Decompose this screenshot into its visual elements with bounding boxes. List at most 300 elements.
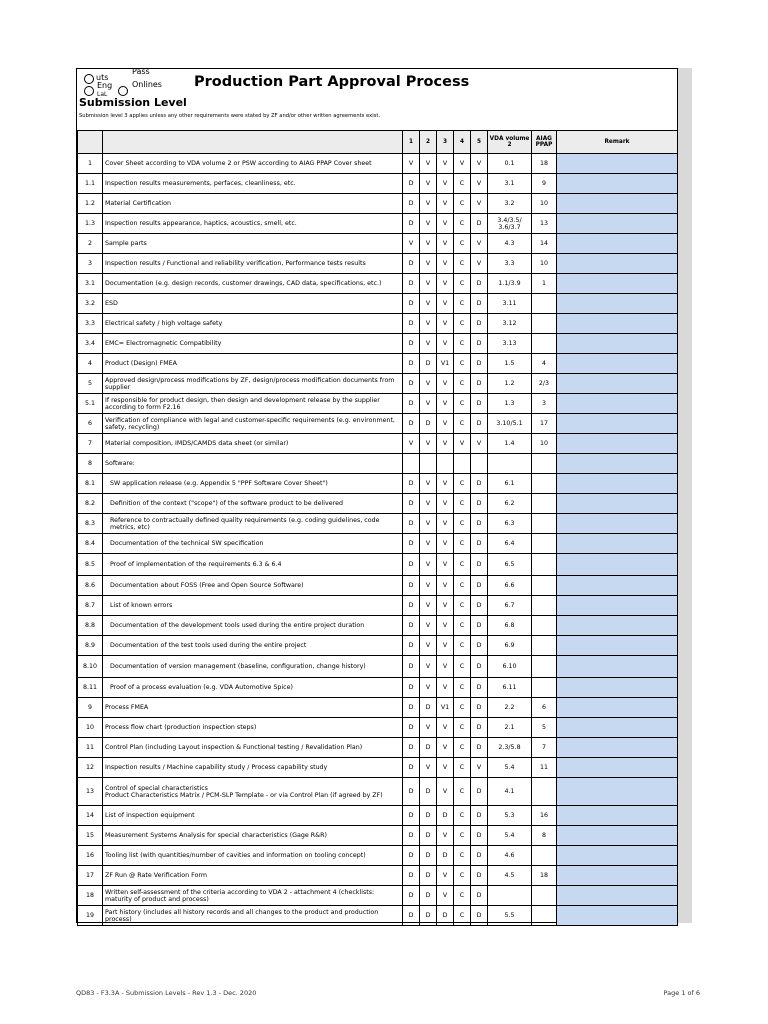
level-2-cell: V bbox=[420, 194, 437, 214]
aiag-reference-cell: 17 bbox=[532, 414, 557, 434]
remark-cell[interactable] bbox=[557, 234, 678, 254]
row-number: 8.2 bbox=[78, 494, 103, 514]
row-number: 4 bbox=[78, 354, 103, 374]
vda-reference-cell: 5.4 bbox=[488, 758, 532, 778]
level-3-cell: V bbox=[437, 758, 454, 778]
vda-reference-cell bbox=[488, 454, 532, 474]
level-1-cell: D bbox=[403, 616, 420, 636]
remark-cell[interactable] bbox=[557, 596, 678, 616]
remark-cell[interactable] bbox=[557, 636, 678, 656]
remark-cell[interactable] bbox=[557, 738, 678, 758]
row-number: 12 bbox=[78, 758, 103, 778]
level-5-cell: D bbox=[471, 554, 488, 576]
level-1-cell: D bbox=[403, 758, 420, 778]
level-5-cell: D bbox=[471, 596, 488, 616]
aiag-reference-cell: 16 bbox=[532, 806, 557, 826]
level-1-cell: D bbox=[403, 678, 420, 698]
table-row bbox=[78, 254, 678, 274]
level-1-cell: D bbox=[403, 576, 420, 596]
aiag-reference-cell bbox=[532, 906, 557, 926]
level-3-cell: V bbox=[437, 576, 454, 596]
level-5-cell: D bbox=[471, 846, 488, 866]
remark-cell[interactable] bbox=[557, 254, 678, 274]
vda-reference-cell: 6.11 bbox=[488, 678, 532, 698]
level-4-cell: C bbox=[454, 374, 471, 394]
level-3-cell: V bbox=[437, 656, 454, 678]
level-3-cell: V bbox=[437, 866, 454, 886]
vda-reference-cell: 4.1 bbox=[488, 778, 532, 806]
table-row bbox=[78, 616, 678, 636]
table-row bbox=[78, 434, 678, 454]
level-4-cell: C bbox=[454, 906, 471, 926]
level-5-cell: D bbox=[471, 698, 488, 718]
level-1-cell: D bbox=[403, 656, 420, 678]
aiag-reference-cell bbox=[532, 314, 557, 334]
row-description: Material composition, IMDS/CAMDS data sheet (or similar) bbox=[103, 434, 403, 454]
row-description: Process flow chart (production inspection steps) bbox=[103, 718, 403, 738]
level-3-cell: V bbox=[437, 596, 454, 616]
row-description: List of inspection equipment bbox=[103, 806, 403, 826]
level-2-cell: D bbox=[420, 806, 437, 826]
vda-reference-cell: 3.1 bbox=[488, 174, 532, 194]
level-1-cell: D bbox=[403, 698, 420, 718]
table-row bbox=[78, 636, 678, 656]
level-4-cell: C bbox=[454, 866, 471, 886]
level-2-cell: V bbox=[420, 534, 437, 554]
row-description: Control of special characteristics Product Characteristics Matrix / PCM-SLP Template - or via Control Plan (if agreed by ZF) bbox=[103, 778, 403, 806]
row-description: Product (Design) FMEA bbox=[103, 354, 403, 374]
level-3-cell: D bbox=[437, 906, 454, 926]
row-number: 8.10 bbox=[78, 656, 103, 678]
vda-reference-cell: 2.1 bbox=[488, 718, 532, 738]
level-1-cell: D bbox=[403, 846, 420, 866]
level-1-cell bbox=[403, 454, 420, 474]
vda-reference-cell: 6.1 bbox=[488, 474, 532, 494]
remark-cell[interactable] bbox=[557, 826, 678, 846]
aiag-reference-cell bbox=[532, 294, 557, 314]
row-description: Inspection results / Machine capability study / Process capability study bbox=[103, 758, 403, 778]
remark-cell[interactable] bbox=[557, 656, 678, 678]
header-level-5: 5 bbox=[471, 131, 488, 154]
vda-reference-cell: 1.2 bbox=[488, 374, 532, 394]
level-1-cell: D bbox=[403, 886, 420, 906]
remark-cell[interactable] bbox=[557, 698, 678, 718]
sheet-edge-strip bbox=[678, 68, 692, 923]
row-description: Sample parts bbox=[103, 234, 403, 254]
remark-cell[interactable] bbox=[557, 334, 678, 354]
level-2-cell: V bbox=[420, 314, 437, 334]
remark-cell[interactable] bbox=[557, 454, 678, 474]
remark-cell[interactable] bbox=[557, 194, 678, 214]
level-2-cell: V bbox=[420, 174, 437, 194]
level-2-cell: V bbox=[420, 494, 437, 514]
vda-reference-cell: 1.4 bbox=[488, 434, 532, 454]
level-5-cell: D bbox=[471, 354, 488, 374]
vda-reference-cell: 6.5 bbox=[488, 554, 532, 576]
level-5-cell: V bbox=[471, 194, 488, 214]
table-row bbox=[78, 678, 678, 698]
level-1-cell: D bbox=[403, 806, 420, 826]
remark-cell[interactable] bbox=[557, 214, 678, 234]
level-4-cell: C bbox=[454, 596, 471, 616]
aiag-reference-cell: 6 bbox=[532, 698, 557, 718]
row-number: 3 bbox=[78, 254, 103, 274]
row-description: SW application release (e.g. Appendix 5 "PPF Software Cover Sheet") bbox=[103, 474, 403, 494]
level-4-cell: C bbox=[454, 886, 471, 906]
level-1-cell: V bbox=[403, 434, 420, 454]
level-5-cell: D bbox=[471, 718, 488, 738]
row-description: Control Plan (including Layout inspection & Functional testing / Revalidation Plan) bbox=[103, 738, 403, 758]
level-2-cell: D bbox=[420, 698, 437, 718]
table-row bbox=[78, 534, 678, 554]
level-2-cell: V bbox=[420, 616, 437, 636]
level-5-cell: D bbox=[471, 514, 488, 534]
level-4-cell: C bbox=[454, 738, 471, 758]
remark-cell[interactable] bbox=[557, 274, 678, 294]
remark-cell[interactable] bbox=[557, 414, 678, 434]
row-number: 3.1 bbox=[78, 274, 103, 294]
remark-cell[interactable] bbox=[557, 534, 678, 554]
table-row bbox=[78, 454, 678, 474]
level-5-cell: D bbox=[471, 886, 488, 906]
row-description: Proof of a process evaluation (e.g. VDA Automotive Spice) bbox=[103, 678, 403, 698]
level-2-cell: V bbox=[420, 334, 437, 354]
footer-document-id: QD83 - F3.3A - Submission Levels - Rev 1.3 - Dec. 2020 bbox=[76, 989, 257, 997]
row-number: 8.3 bbox=[78, 514, 103, 534]
level-3-cell: V1 bbox=[437, 698, 454, 718]
row-description: Material Certification bbox=[103, 194, 403, 214]
remark-cell[interactable] bbox=[557, 494, 678, 514]
remark-cell[interactable] bbox=[557, 886, 678, 906]
document-subtitle: Submission Level bbox=[79, 96, 187, 109]
aiag-reference-cell bbox=[532, 846, 557, 866]
logo-line: uts bbox=[96, 73, 109, 82]
level-1-cell: D bbox=[403, 514, 420, 534]
level-2-cell: D bbox=[420, 866, 437, 886]
row-number: 6 bbox=[78, 414, 103, 434]
remark-cell[interactable] bbox=[557, 778, 678, 806]
aiag-reference-cell bbox=[532, 596, 557, 616]
remark-cell[interactable] bbox=[557, 906, 678, 926]
vda-reference-cell: 6.2 bbox=[488, 494, 532, 514]
table-row bbox=[78, 758, 678, 778]
row-number: 8.4 bbox=[78, 534, 103, 554]
level-1-cell: D bbox=[403, 394, 420, 414]
table-row bbox=[78, 174, 678, 194]
level-3-cell: V bbox=[437, 254, 454, 274]
footer-page-number: Page 1 of 6 bbox=[663, 989, 700, 997]
level-1-cell: D bbox=[403, 906, 420, 926]
remark-cell[interactable] bbox=[557, 394, 678, 414]
table-row bbox=[78, 806, 678, 826]
table-row bbox=[78, 234, 678, 254]
company-logo bbox=[80, 67, 190, 98]
level-1-cell: D bbox=[403, 636, 420, 656]
logo-line: Pass bbox=[132, 67, 150, 76]
row-number: 1.2 bbox=[78, 194, 103, 214]
remark-cell[interactable] bbox=[557, 866, 678, 886]
header-level-4: 4 bbox=[454, 131, 471, 154]
level-5-cell: D bbox=[471, 576, 488, 596]
level-5-cell: D bbox=[471, 806, 488, 826]
row-number: 7 bbox=[78, 434, 103, 454]
level-5-cell: D bbox=[471, 636, 488, 656]
aiag-reference-cell: 9 bbox=[532, 174, 557, 194]
level-3-cell: V bbox=[437, 334, 454, 354]
level-4-cell: C bbox=[454, 806, 471, 826]
vda-reference-cell: 3.2 bbox=[488, 194, 532, 214]
table-row bbox=[78, 214, 678, 234]
level-1-cell: V bbox=[403, 234, 420, 254]
aiag-reference-cell: 1 bbox=[532, 274, 557, 294]
aiag-reference-cell bbox=[532, 778, 557, 806]
row-description: ZF Run @ Rate Verification Form bbox=[103, 866, 403, 886]
level-5-cell: D bbox=[471, 394, 488, 414]
level-3-cell: V bbox=[437, 678, 454, 698]
level-4-cell: C bbox=[454, 274, 471, 294]
level-1-cell: D bbox=[403, 174, 420, 194]
level-5-cell: D bbox=[471, 334, 488, 354]
row-description: Software: bbox=[103, 454, 403, 474]
remark-cell[interactable] bbox=[557, 554, 678, 576]
aiag-reference-cell bbox=[532, 886, 557, 906]
remark-cell[interactable] bbox=[557, 174, 678, 194]
aiag-reference-cell: 14 bbox=[532, 234, 557, 254]
row-number: 8.1 bbox=[78, 474, 103, 494]
level-5-cell: D bbox=[471, 374, 488, 394]
remark-cell[interactable] bbox=[557, 374, 678, 394]
level-5-cell: D bbox=[471, 656, 488, 678]
aiag-reference-cell: 18 bbox=[532, 866, 557, 886]
row-number: 8 bbox=[78, 454, 103, 474]
table-row bbox=[78, 778, 678, 806]
table-row bbox=[78, 374, 678, 394]
row-description: Documentation of the test tools used during the entire project bbox=[103, 636, 403, 656]
row-number: 8.9 bbox=[78, 636, 103, 656]
level-4-cell: C bbox=[454, 474, 471, 494]
level-5-cell: D bbox=[471, 866, 488, 886]
level-1-cell: D bbox=[403, 738, 420, 758]
table-row bbox=[78, 718, 678, 738]
aiag-reference-cell: 3 bbox=[532, 394, 557, 414]
table-row bbox=[78, 826, 678, 846]
level-3-cell: V bbox=[437, 194, 454, 214]
level-1-cell: D bbox=[403, 214, 420, 234]
level-2-cell: V bbox=[420, 636, 437, 656]
header-number bbox=[78, 131, 103, 154]
remark-cell[interactable] bbox=[557, 514, 678, 534]
document-title: Production Part Approval Process bbox=[194, 74, 470, 90]
aiag-reference-cell bbox=[532, 616, 557, 636]
level-2-cell: V bbox=[420, 656, 437, 678]
vda-reference-cell: 1.3 bbox=[488, 394, 532, 414]
row-number: 8.6 bbox=[78, 576, 103, 596]
level-2-cell: V bbox=[420, 274, 437, 294]
vda-reference-cell: 4.3 bbox=[488, 234, 532, 254]
level-5-cell: V bbox=[471, 154, 488, 174]
level-4-cell: C bbox=[454, 174, 471, 194]
level-1-cell: D bbox=[403, 374, 420, 394]
remark-cell[interactable] bbox=[557, 576, 678, 596]
table-row bbox=[78, 514, 678, 534]
level-3-cell: V bbox=[437, 314, 454, 334]
row-description: Definition of the context ("scope") of the software product to be delivered bbox=[103, 494, 403, 514]
row-number: 15 bbox=[78, 826, 103, 846]
vda-reference-cell: 6.10 bbox=[488, 656, 532, 678]
level-4-cell: C bbox=[454, 354, 471, 374]
table-row bbox=[78, 354, 678, 374]
level-4-cell: C bbox=[454, 616, 471, 636]
header-level-3: 3 bbox=[437, 131, 454, 154]
table-row bbox=[78, 698, 678, 718]
vda-reference-cell: 6.8 bbox=[488, 616, 532, 636]
remark-cell[interactable] bbox=[557, 314, 678, 334]
vda-reference-cell: 3.11 bbox=[488, 294, 532, 314]
level-2-cell: V bbox=[420, 758, 437, 778]
row-description: Written self-assessment of the criteria according to VDA 2 - attachment 4 (checklists: maturity of product and process) bbox=[103, 886, 403, 906]
vda-reference-cell: 3.10/5.1 bbox=[488, 414, 532, 434]
level-2-cell: D bbox=[420, 354, 437, 374]
level-5-cell: V bbox=[471, 234, 488, 254]
row-description: Process FMEA bbox=[103, 698, 403, 718]
level-3-cell: V bbox=[437, 534, 454, 554]
level-5-cell: D bbox=[471, 738, 488, 758]
level-5-cell: D bbox=[471, 826, 488, 846]
level-3-cell: V bbox=[437, 616, 454, 636]
level-5-cell: D bbox=[471, 294, 488, 314]
header-level-2: 2 bbox=[420, 131, 437, 154]
level-3-cell: D bbox=[437, 806, 454, 826]
row-number: 17 bbox=[78, 866, 103, 886]
logo-line: Eng bbox=[97, 81, 113, 90]
row-number: 8.7 bbox=[78, 596, 103, 616]
level-1-cell: D bbox=[403, 778, 420, 806]
level-1-cell: D bbox=[403, 596, 420, 616]
row-number: 8.11 bbox=[78, 678, 103, 698]
row-description: Documentation of version management (baseline, configuration, change history) bbox=[103, 656, 403, 678]
level-5-cell: D bbox=[471, 474, 488, 494]
table-row bbox=[78, 906, 678, 926]
vda-reference-cell: 1.1/3.9 bbox=[488, 274, 532, 294]
level-5-cell: V bbox=[471, 758, 488, 778]
level-3-cell: V1 bbox=[437, 354, 454, 374]
table-row bbox=[78, 274, 678, 294]
table-row bbox=[78, 194, 678, 214]
level-4-cell: C bbox=[454, 758, 471, 778]
level-4-cell: C bbox=[454, 394, 471, 414]
level-4-cell: C bbox=[454, 294, 471, 314]
vda-reference-cell: 6.6 bbox=[488, 576, 532, 596]
level-3-cell: V bbox=[437, 514, 454, 534]
level-2-cell: V bbox=[420, 576, 437, 596]
vda-reference-cell: 4.5 bbox=[488, 866, 532, 886]
level-5-cell: D bbox=[471, 414, 488, 434]
remark-cell[interactable] bbox=[557, 474, 678, 494]
level-4-cell: V bbox=[454, 434, 471, 454]
aiag-reference-cell: 10 bbox=[532, 434, 557, 454]
row-description: Tooling list (with quantities/number of cavities and information on tooling concept) bbox=[103, 846, 403, 866]
aiag-reference-cell bbox=[532, 554, 557, 576]
row-number: 11 bbox=[78, 738, 103, 758]
vda-reference-cell bbox=[488, 886, 532, 906]
table-row bbox=[78, 738, 678, 758]
level-3-cell: V bbox=[437, 274, 454, 294]
level-1-cell: D bbox=[403, 314, 420, 334]
level-4-cell: C bbox=[454, 576, 471, 596]
remark-cell[interactable] bbox=[557, 434, 678, 454]
vda-reference-cell: 3.4/3.5/ 3.6/3.7 bbox=[488, 214, 532, 234]
remark-cell[interactable] bbox=[557, 806, 678, 826]
row-description: Inspection results measurements, perfaces, cleanliness, etc. bbox=[103, 174, 403, 194]
aiag-reference-cell: 5 bbox=[532, 718, 557, 738]
level-2-cell: V bbox=[420, 474, 437, 494]
remark-cell[interactable] bbox=[557, 154, 678, 174]
level-3-cell: V bbox=[437, 234, 454, 254]
row-number: 3.3 bbox=[78, 314, 103, 334]
table-header-row bbox=[78, 131, 678, 154]
level-4-cell: C bbox=[454, 718, 471, 738]
table-row bbox=[78, 414, 678, 434]
level-5-cell: V bbox=[471, 174, 488, 194]
level-5-cell: D bbox=[471, 534, 488, 554]
row-description: Documentation of the technical SW specification bbox=[103, 534, 403, 554]
aiag-reference-cell bbox=[532, 534, 557, 554]
remark-cell[interactable] bbox=[557, 846, 678, 866]
row-description: If responsible for product design, then design and development release by the supplier according to form F2.16 bbox=[103, 394, 403, 414]
logo-line: Onlines bbox=[132, 80, 162, 89]
level-4-cell: C bbox=[454, 636, 471, 656]
row-number: 3.2 bbox=[78, 294, 103, 314]
level-3-cell: V bbox=[437, 294, 454, 314]
remark-cell[interactable] bbox=[557, 678, 678, 698]
remark-cell[interactable] bbox=[557, 616, 678, 636]
table-row bbox=[78, 494, 678, 514]
level-4-cell: C bbox=[454, 846, 471, 866]
level-2-cell bbox=[420, 454, 437, 474]
remark-cell[interactable] bbox=[557, 294, 678, 314]
level-2-cell: V bbox=[420, 596, 437, 616]
level-2-cell: V bbox=[420, 514, 437, 534]
row-number: 5.1 bbox=[78, 394, 103, 414]
row-description: ESD bbox=[103, 294, 403, 314]
level-4-cell: C bbox=[454, 656, 471, 678]
remark-cell[interactable] bbox=[557, 354, 678, 374]
level-2-cell: D bbox=[420, 826, 437, 846]
level-1-cell: D bbox=[403, 354, 420, 374]
table-row bbox=[78, 554, 678, 576]
level-5-cell: D bbox=[471, 274, 488, 294]
level-3-cell: V bbox=[437, 636, 454, 656]
level-2-cell: V bbox=[420, 718, 437, 738]
header-description bbox=[103, 131, 403, 154]
remark-cell[interactable] bbox=[557, 758, 678, 778]
aiag-reference-cell: 10 bbox=[532, 254, 557, 274]
row-description: Reference to contractually defined quality requirements (e.g. coding guidelines, code metrics, etc) bbox=[103, 514, 403, 534]
level-3-cell: V bbox=[437, 886, 454, 906]
level-3-cell: V bbox=[437, 778, 454, 806]
aiag-reference-cell bbox=[532, 576, 557, 596]
vda-reference-cell: 2.3/5.8 bbox=[488, 738, 532, 758]
level-5-cell: V bbox=[471, 434, 488, 454]
level-3-cell: V bbox=[437, 826, 454, 846]
aiag-reference-cell: 8 bbox=[532, 826, 557, 846]
remark-cell[interactable] bbox=[557, 718, 678, 738]
table-row bbox=[78, 886, 678, 906]
level-5-cell: D bbox=[471, 214, 488, 234]
row-number: 5 bbox=[78, 374, 103, 394]
row-number: 13 bbox=[78, 778, 103, 806]
row-number: 1.3 bbox=[78, 214, 103, 234]
